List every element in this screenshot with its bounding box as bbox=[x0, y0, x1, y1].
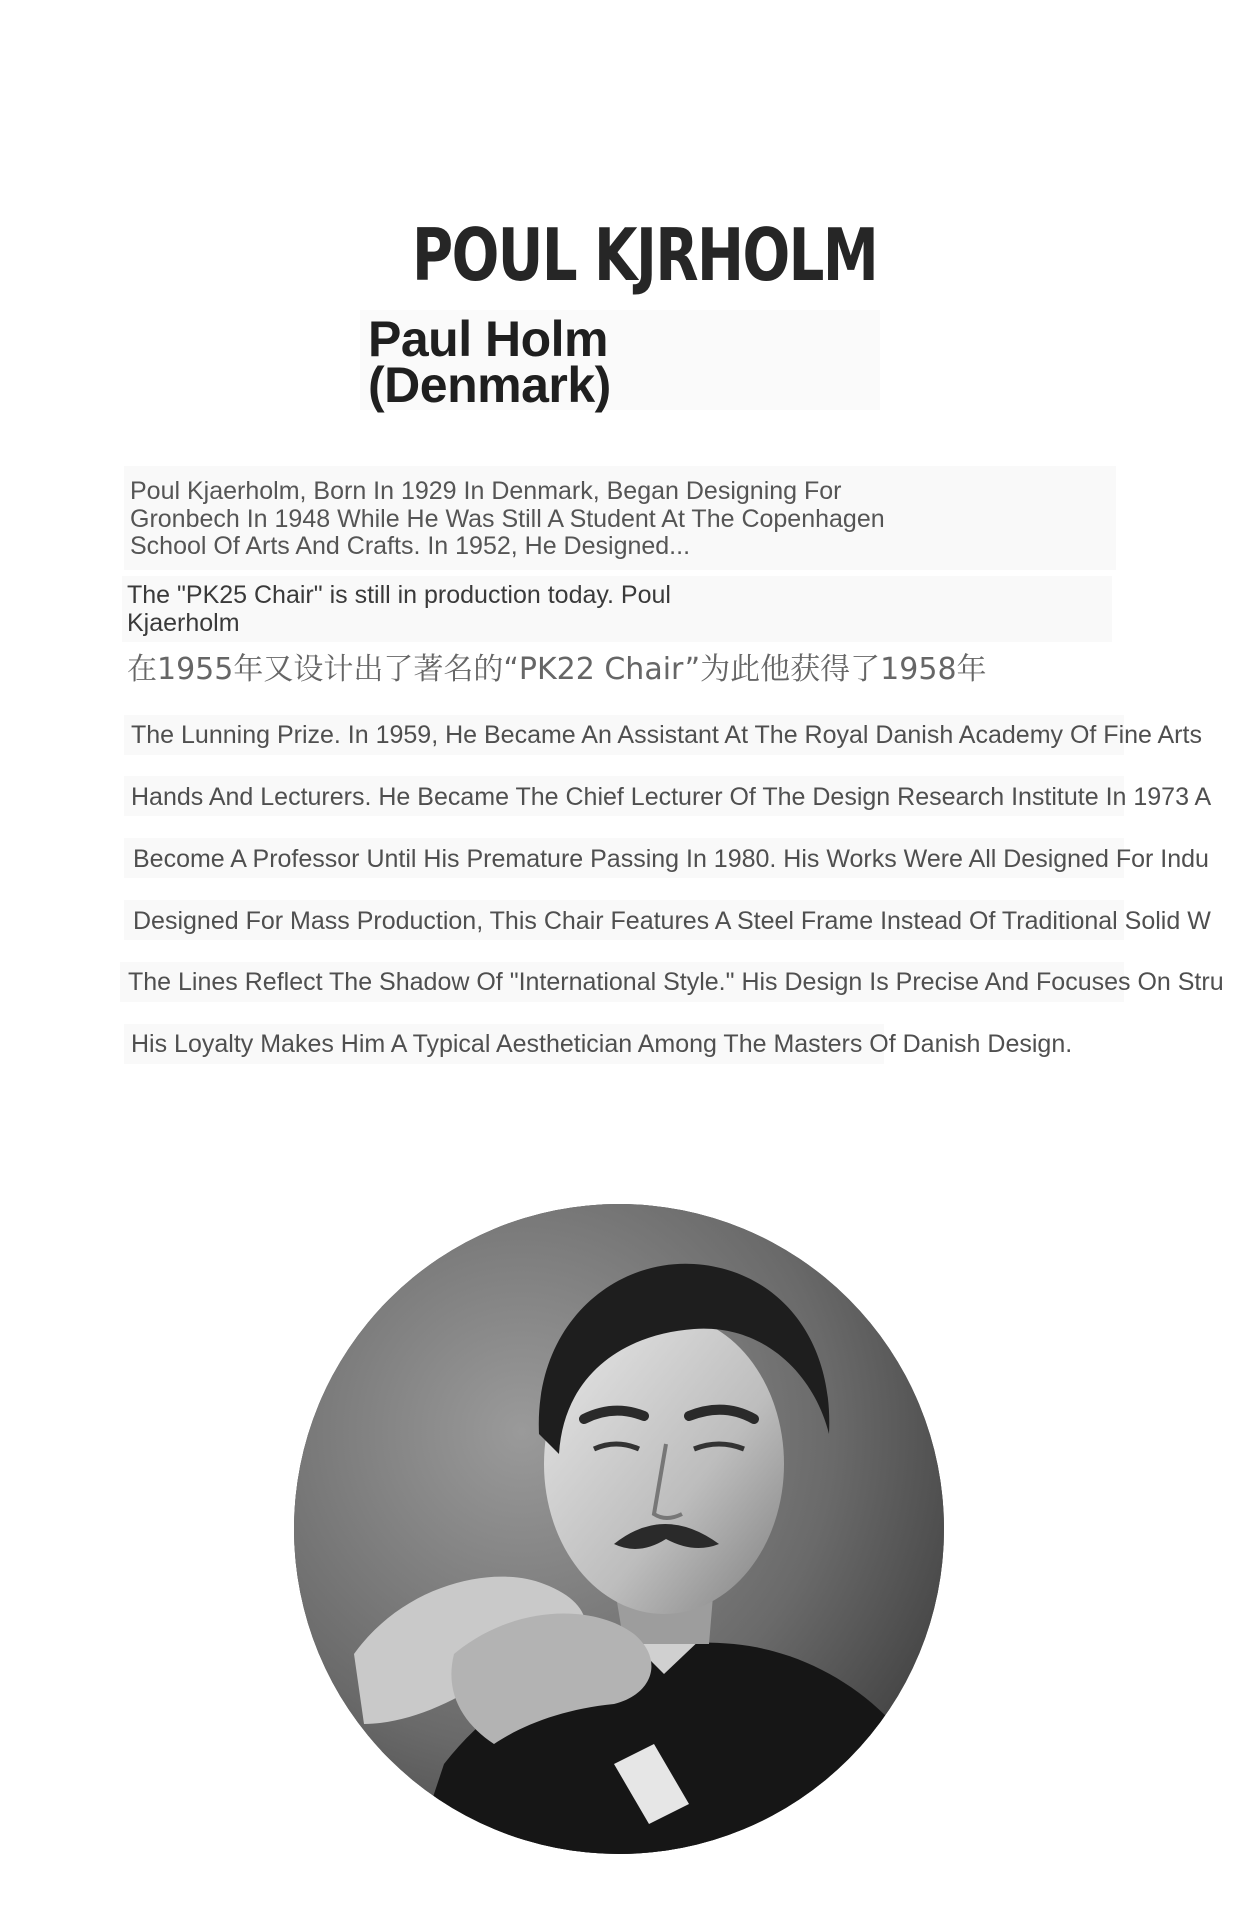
body-line-1: The Lunning Prize. In 1959, He Became An Assistant At The Royal Danish Academy Of Fine Arts bbox=[131, 721, 1202, 749]
portrait-illustration bbox=[294, 1204, 944, 1854]
body-line-4: Designed For Mass Production, This Chair Features A Steel Frame Instead Of Traditional Solid W bbox=[133, 907, 1211, 935]
chinese-line: 在1955年又设计出了著名的“PK22 Chair”为此他获得了1958年 bbox=[127, 652, 987, 687]
page-subtitle: Paul Holm (Denmark) bbox=[368, 311, 611, 413]
body-line-6: His Loyalty Makes Him A Typical Aesthetician Among The Masters Of Danish Design. bbox=[131, 1030, 1073, 1058]
intro-paragraph: Poul Kjaerholm, Born In 1929 In Denmark, Began Designing For Gronbech In 1948 While He Was Still A Student At The Copenhagen School Of Arts And Crafts. In 1952, He Designed... bbox=[130, 477, 885, 560]
body-line-5: The Lines Reflect The Shadow Of "International Style." His Design Is Precise And Focuses On Stru bbox=[128, 968, 1224, 996]
brand-title: POUL KJRHOLM bbox=[412, 213, 878, 297]
pk25-paragraph: The "PK25 Chair" is still in production today. Poul Kjaerholm bbox=[127, 581, 671, 637]
body-line-2: Hands And Lecturers. He Became The Chief Lecturer Of The Design Research Institute In 1973 A bbox=[131, 783, 1212, 811]
body-line-3: Become A Professor Until His Premature Passing In 1980. His Works Were All Designed For Indu bbox=[133, 845, 1209, 873]
portrait-photo bbox=[294, 1204, 944, 1854]
